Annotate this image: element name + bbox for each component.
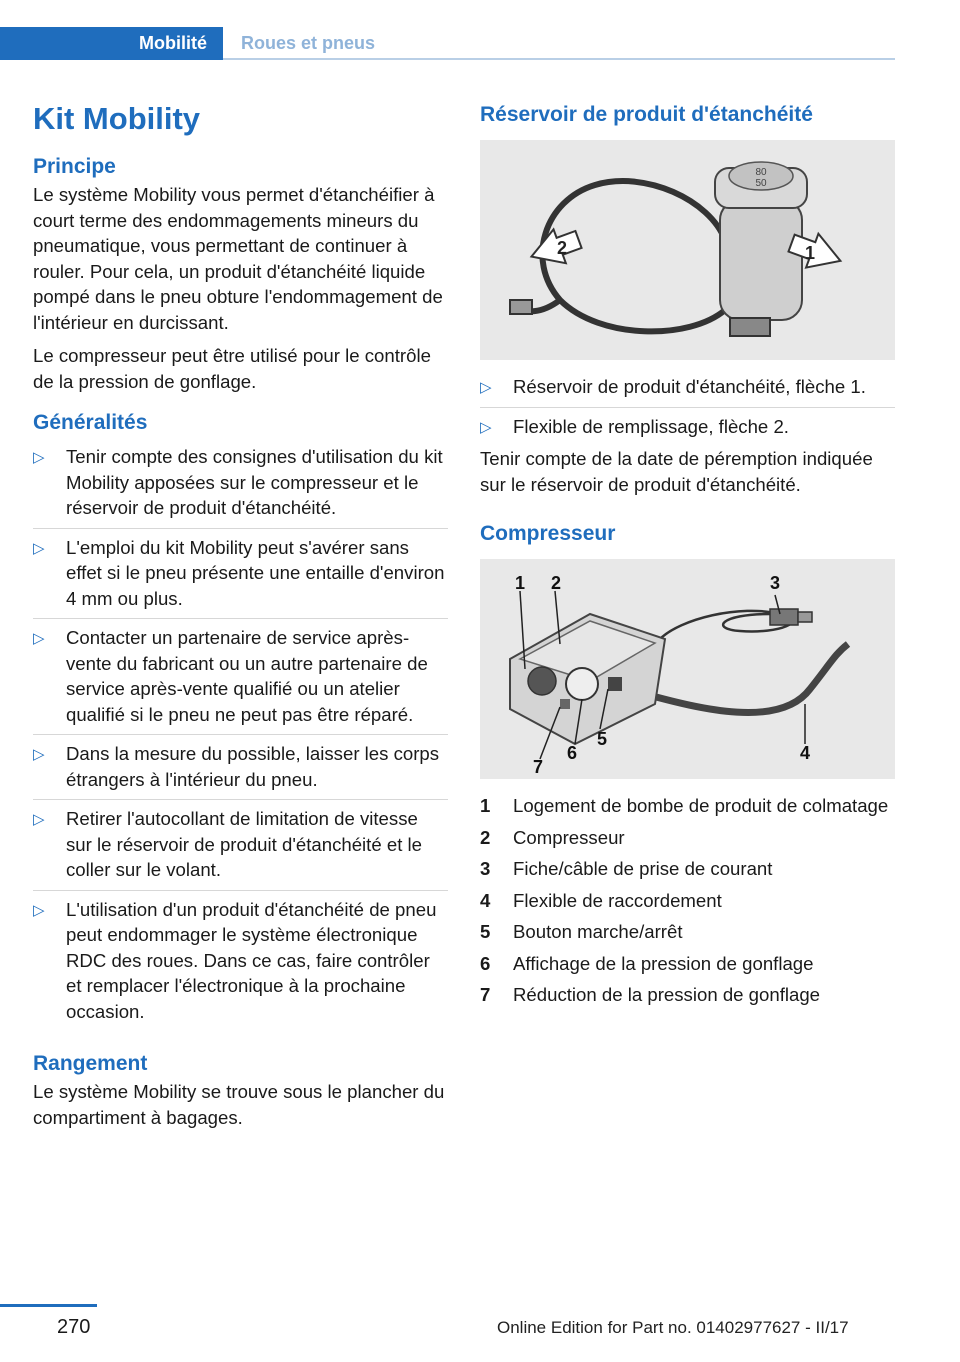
list-item (33, 625, 448, 735)
pressure-release-button (560, 699, 570, 709)
reservoir-figure (480, 140, 895, 360)
triangle-bullet-icon: ▷ (33, 449, 45, 466)
callout-6: 6 (566, 743, 578, 763)
list-item-text: Dans la mesure du possible, laisser les corps étrangers à l'intérieur du pneu. (66, 743, 440, 790)
compresseur-heading: Compresseur (480, 522, 616, 545)
callout-1: 1 (514, 573, 526, 593)
arrow-2-icon (525, 223, 584, 274)
legend-item (480, 919, 895, 945)
header-divider (223, 58, 895, 60)
bottle-label-bottom: 50 (755, 178, 767, 189)
page-number-rule (0, 1304, 97, 1307)
legend-number: 3 (480, 858, 491, 879)
list-item-text: L'emploi du kit Mobility peut s'avérer sans effet si le pneu présente une entaille d'environ 4 mm ou plus. (66, 536, 445, 609)
legend-text: Fiche/câble de prise de courant (513, 858, 773, 879)
legend-item (480, 793, 895, 819)
legend-text: Compresseur (513, 826, 625, 848)
legend-item (480, 982, 895, 1008)
callout-7: 7 (532, 757, 544, 777)
bottle-outlet (730, 318, 770, 336)
page-header (0, 27, 895, 60)
list-item (33, 806, 448, 891)
pressure-gauge-icon (566, 668, 598, 700)
legend-number: 1 (480, 795, 491, 816)
list-item-text: Tenir compte des consignes d'utilisation du kit Mobility apposées sur le compresseur et le réservoir de produit d'étanchéité. (66, 446, 443, 518)
generalites-list (33, 444, 448, 1031)
hose-valve-connector (510, 300, 532, 314)
page-number: 270 (57, 1316, 91, 1338)
left-column (33, 96, 448, 1138)
legend-item (480, 825, 895, 851)
list-item (480, 414, 895, 447)
rangement-paragraph: Le système Mobility se trouve sous le plancher du compartiment à bagages. (33, 1081, 445, 1128)
triangle-bullet-icon: ▷ (33, 811, 45, 828)
header-tab-mobilite[interactable]: Mobilité (0, 27, 223, 60)
page-title: Kit Mobility (33, 101, 201, 136)
callout-5: 5 (596, 729, 608, 749)
triangle-bullet-icon: ▷ (33, 630, 45, 647)
principe-paragraph-2: Le compresseur peut être utilisé pour le contrôle de la pression de gonflage. (33, 345, 431, 392)
legend-number: 6 (480, 952, 491, 974)
list-item-text: Retirer l'autocollant de limitation de vitesse sur le réservoir de produit d'étanchéité et le coller sur le volant. (66, 808, 422, 880)
list-item (33, 741, 448, 800)
reservoir-note: Tenir compte de la date de péremption indiquée sur le réservoir de produit d'étanchéité. (480, 448, 873, 495)
power-plug (770, 609, 798, 625)
arrow-1-label: 1 (804, 243, 816, 263)
legend-number: 7 (480, 984, 491, 1005)
bottle-label-top: 80 (755, 167, 767, 178)
filler-hose (542, 181, 725, 331)
edition-footer: Online Edition for Part no. 01402977627 - II/17 (497, 1318, 849, 1337)
right-column (480, 100, 895, 1014)
reservoir-heading: Réservoir de produit d'étanchéité (480, 103, 813, 126)
reservoir-list (480, 374, 895, 446)
triangle-bullet-icon: ▷ (480, 379, 492, 396)
legend-text: Affichage de la pression de gonflage (513, 952, 814, 974)
sealant-bottle (720, 200, 802, 320)
compresseur-legend (480, 793, 895, 1008)
list-item (480, 374, 895, 408)
legend-text: Réduction de la pression de gonflage (513, 984, 821, 1005)
legend-text: Logement de bombe de produit de colmatage (513, 795, 889, 816)
callout-4: 4 (799, 743, 811, 763)
connection-hose (645, 644, 848, 712)
legend-number: 4 (480, 889, 491, 911)
list-item (33, 535, 448, 620)
canister-slot (528, 667, 556, 695)
legend-text: Flexible de raccordement (513, 889, 722, 911)
list-item (33, 444, 448, 529)
generalites-heading: Généralités (33, 411, 148, 434)
list-item (33, 897, 448, 1032)
legend-item (480, 951, 895, 977)
legend-number: 5 (480, 921, 491, 942)
legend-text: Bouton marche/arrêt (513, 921, 683, 942)
callout-2: 2 (550, 573, 562, 593)
arrow-2-label: 2 (556, 238, 568, 258)
legend-number: 2 (480, 826, 491, 848)
sealant-bottle-illustration (480, 140, 895, 360)
triangle-bullet-icon: ▷ (480, 418, 492, 436)
list-item-text: Flexible de remplissage, flèche 2. (513, 415, 789, 437)
compresseur-figure (480, 559, 895, 779)
compressor-illustration (480, 559, 895, 779)
triangle-bullet-icon: ▷ (33, 539, 45, 557)
legend-item (480, 888, 895, 914)
triangle-bullet-icon: ▷ (33, 901, 45, 919)
callout-3: 3 (769, 573, 781, 593)
rangement-heading: Rangement (33, 1052, 148, 1075)
legend-item (480, 856, 895, 882)
triangle-bullet-icon: ▷ (33, 746, 45, 763)
header-tab-roues-et-pneus[interactable]: Roues et pneus (241, 33, 376, 53)
power-switch (608, 677, 622, 691)
list-item-text: Réservoir de produit d'étanchéité, flèche 1. (513, 376, 866, 397)
principe-heading: Principe (33, 155, 116, 178)
list-item-text: L'utilisation d'un produit d'étanchéité de pneu peut endommager le système électronique RDC des roues. Dans ce cas, faire contrôler et remplacer l'électronique à la prochaine occasion. (66, 898, 437, 1022)
list-item-text: Contacter un partenaire de service après-vente du fabricant ou un autre partenaire de service après-vente qualifié ou un atelier qualifié si le pneu ne peut pas être réparé. (66, 627, 428, 725)
principe-paragraph-1: Le système Mobility vous permet d'étanchéifier à court terme des endommagements mineurs du pneumatique, vous permettant de continuer à rouler. Pour cela, un produit d'étanchéité liquide pompé dans le pneu obture l'endommagement de l'intérieur en durcissant. (33, 184, 443, 333)
